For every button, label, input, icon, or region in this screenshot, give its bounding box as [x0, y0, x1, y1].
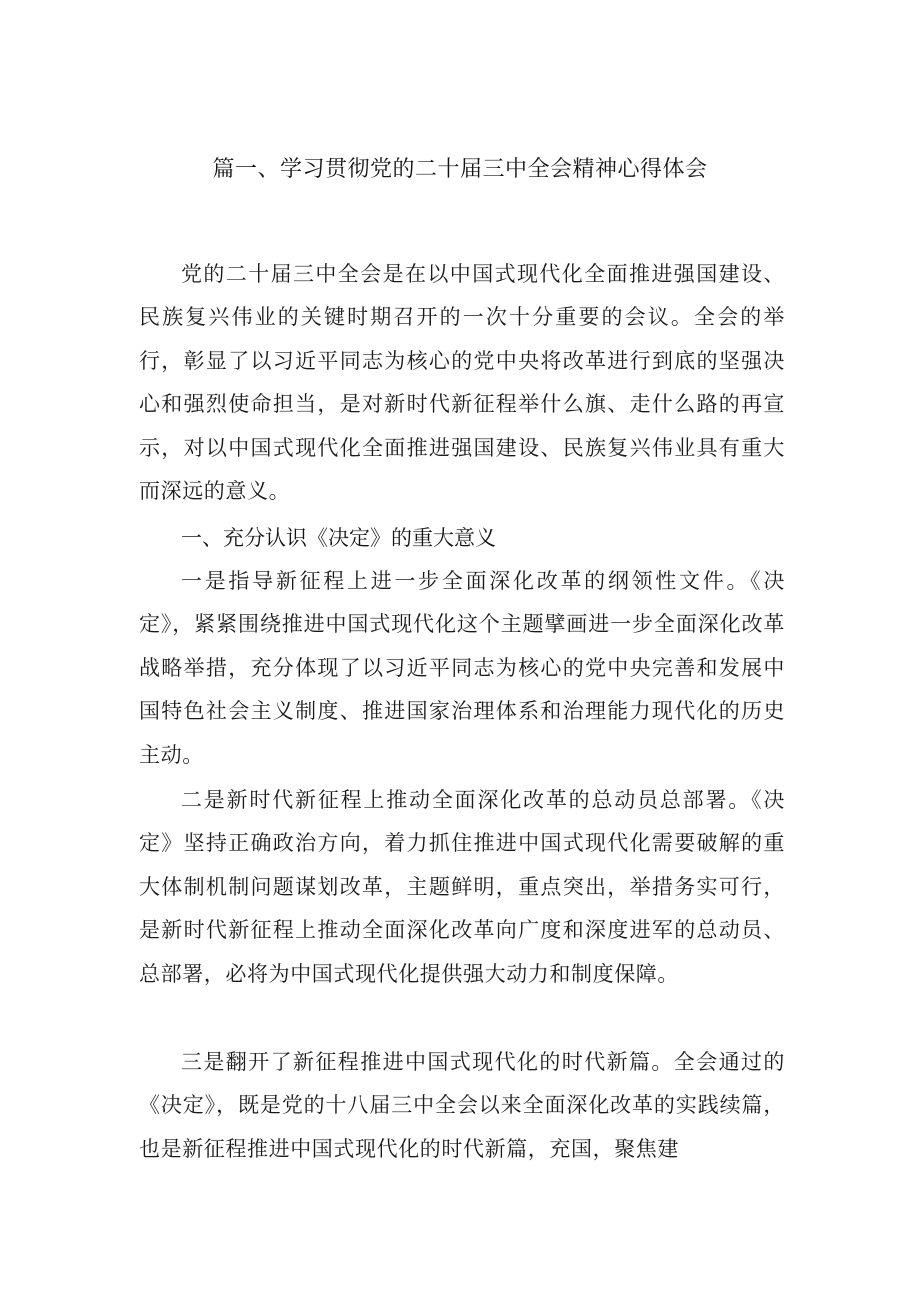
body-paragraph: 三是翻开了新征程推进中国式现代化的时代新篇。全会通过的《决定》，既是党的十八届三中全会以来全面深化改革的实践续篇，也是新征程推进中国式现代化的时代新篇，充国，聚焦建 — [139, 1050, 785, 1161]
document-title: 篇一、学习贯彻党的二十届三中全会精神心得体会 — [212, 157, 708, 182]
body-paragraph: 二是新时代新征程上推动全面深化改革的总动员总部署。《决定》坚持正确政治方向，着力抓住推进中国式现代化需要破解的重大体制机制问题谋划改革，主题鲜明，重点突出，举措务实可行，是新时代新征程上推动全面深化改革向广度和深度进军的总动员、总部署，必将为中国式现代化提供强大动力和制度保障。 — [139, 788, 785, 986]
intro-paragraph: 党的二十届三中全会是在以中国式现代化全面推进强国建设、民族复兴伟业的关键时期召开的一次十分重要的会议。全会的举行，彰显了以习近平同志为核心的党中央将改革进行到底的坚强决心和强烈使命担当，是对新时代新征程举什么旗、走什么路的再宣示，对以中国式现代化全面推进强国建设、民族复兴伟业具有重大而深远的意义。 — [139, 262, 785, 504]
section-heading: 一、充分认识《决定》的重大意义 — [181, 526, 496, 550]
body-paragraph: 一是指导新征程上进一步全面深化改革的纲领性文件。《决定》，紧紧围绕推进中国式现代化这个主题擘画进一步全面深化改革战略举措，充分体现了以习近平同志为核心的党中央完善和发展中国特色社会主义制度、推进国家治理体系和治理能力现代化的历史主动。 — [139, 569, 785, 767]
